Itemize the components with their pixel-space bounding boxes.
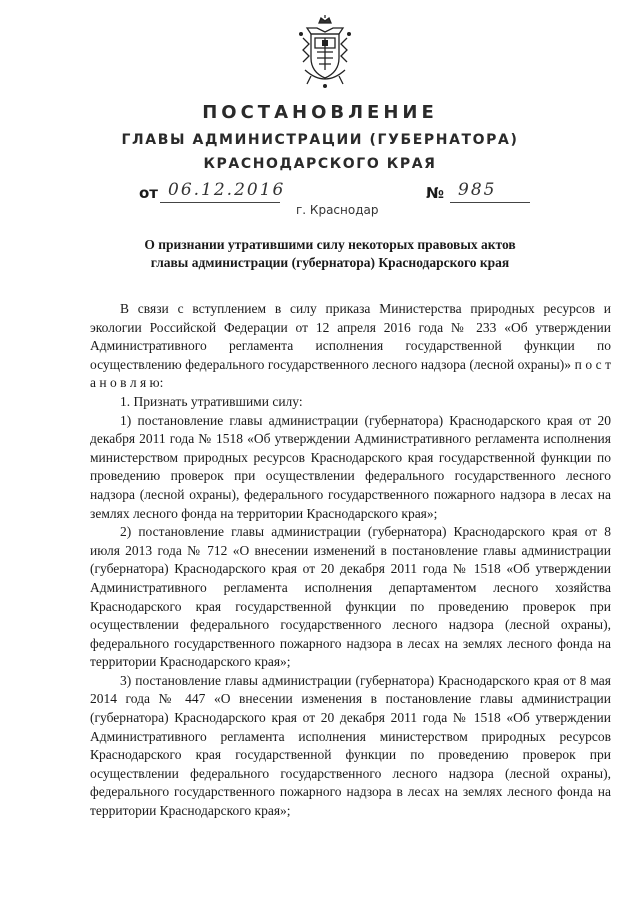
title-line-2: главы администрации (губернатора) Краснодарского края [150,255,510,270]
document-type-heading: ПОСТАНОВЛЕНИЕ [202,102,438,123]
number-prefix: № [426,184,445,202]
region-heading: КРАСНОДАРСКОГО КРАЯ [203,156,437,172]
intro-paragraph: В связи с вступлением в силу приказа Министерства природных ресурсов и экологии Российской Федерации от 12 апреля 2016 года № 233 «Об утверждении Административного регламента исполнения государственной функции по осуществлению федерального государственного лесного надзора (лесной охраны)» п о с т а н о в л я ю: [90,301,611,391]
document-title [100,236,560,272]
authority-heading: ГЛАВЫ АДМИНИСТРАЦИИ (ГУБЕРНАТОРА) [121,132,519,148]
point-1: 1. Признать утратившими силу: [120,393,303,409]
document-body [90,300,611,821]
date-value: 06.12.2016 [168,180,286,200]
subitem-1: 1) постановление главы администрации (губернатора) Краснодарского края от 20 декабря 2011 года № 1518 «Об утверждении Административного регламента исполнения министерством природных ресурсов Краснодарского края государственной функции по проведению проверок при осуществлении федерального государственного лесного надзора (лесной охраны), федерального государственного пожарного надзора в лесах на землях лесного фонда на территории Краснодарского края»; [90,412,611,521]
subitem-3: 3) постановление главы администрации (губернатора) Краснодарского края от 8 мая 2014 года № 447 «О внесении изменения в постановление главы администрации (губернатора) Краснодарского края от 20 декабря 2011 года № 1518 «Об утверждении Административного регламента исполнения министерством природных ресурсов Краснодарского края государственной функции по проведению проверок при осуществлении федерального государственного лесного надзора (лесной охраны), федерального государственного пожарного надзора в лесах на землях лесного фонда на территории Краснодарского края»; [90,672,611,819]
number-underline [450,202,530,203]
date-prefix: от [139,184,158,202]
title-line-1: О признании утратившими силу некоторых правовых актов [144,237,516,252]
city-label: г. Краснодар [296,203,379,217]
coat-of-arms-emblem [295,14,355,94]
date-underline [160,202,280,203]
number-value: 985 [458,180,497,200]
subitem-2: 2) постановление главы администрации (губернатора) Краснодарского края от 8 июля 2013 года № 712 «О внесении изменений в постановление главы администрации (губернатора) Краснодарского края от 20 декабря 2011 года № 1518 «Об утверждении Административного регламента исполнения департаментом лесного хозяйства Краснодарского края государственной функции по проведению проверок при осуществлении федерального государственного лесного надзора (лесной охраны), федерального государственного пожарного надзора в лесах на землях лесного фонда на территории Краснодарского края»; [90,524,611,670]
